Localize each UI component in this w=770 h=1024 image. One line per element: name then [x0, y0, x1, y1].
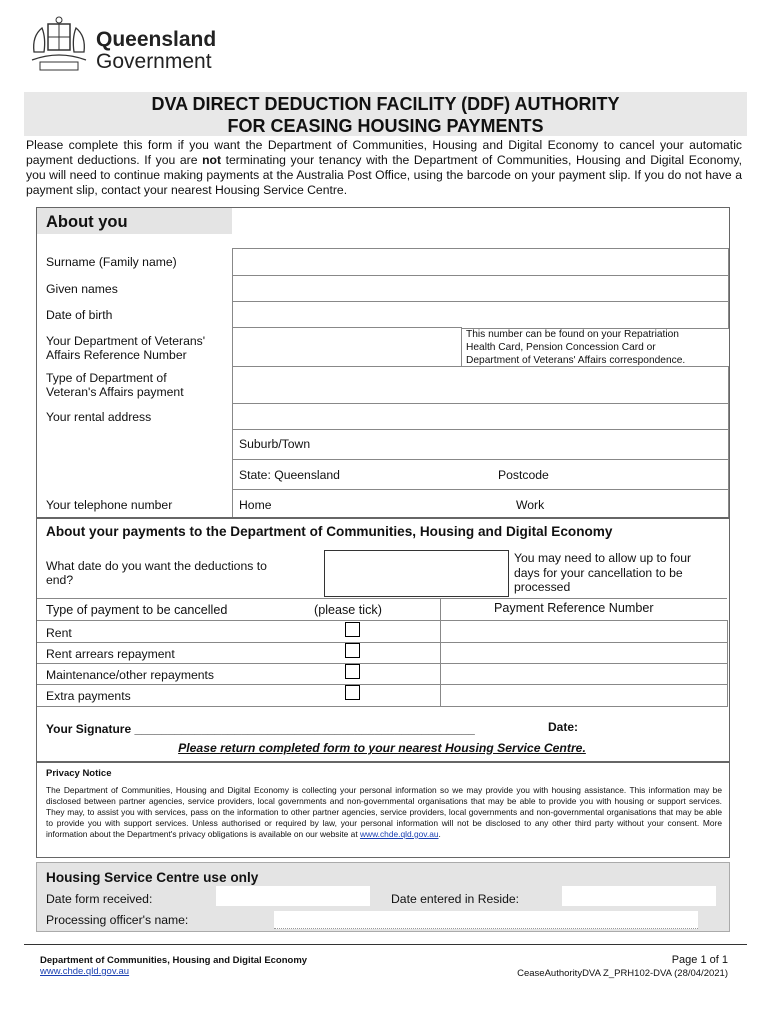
postcode-label: Postcode — [498, 468, 549, 482]
given-names-input[interactable] — [232, 275, 729, 303]
spacer — [37, 234, 728, 246]
maintenance-checkbox[interactable] — [345, 664, 360, 679]
dob-input[interactable] — [232, 301, 729, 329]
privacy-website-link[interactable]: www.chde.qld.gov.au — [359, 829, 439, 839]
footer-department: Department of Communities, Housing and Digital Economy — [40, 955, 308, 966]
telephone-label: Your telephone number — [46, 498, 173, 512]
arrears-checkbox[interactable] — [345, 643, 360, 658]
arrears-reference-input[interactable] — [441, 642, 728, 665]
footer-page-number: Page 1 of 1 — [671, 954, 728, 966]
dva-ref-input[interactable] — [232, 327, 462, 367]
telephone-input[interactable] — [232, 489, 729, 518]
surname-input[interactable] — [232, 248, 729, 276]
surname-label: Surname (Family name) — [46, 255, 177, 269]
row-rent-label: Rent — [46, 626, 72, 640]
brand-government: Government — [96, 50, 212, 73]
dva-ref-label-1: Your Department of Veterans' — [46, 334, 206, 348]
extra-reference-input[interactable] — [441, 684, 728, 707]
dva-ref-note: This number can be found on your Repatriation Health Card, Pension Concession Card or Department of Veterans' Affairs correspondence. — [466, 329, 686, 366]
row-line — [37, 706, 727, 707]
extra-checkbox[interactable] — [345, 685, 360, 700]
maintenance-reference-input[interactable] — [441, 663, 728, 686]
signature-date-label: Date: — [548, 720, 579, 734]
rent-reference-input[interactable] — [441, 620, 728, 643]
table-top-line — [37, 598, 727, 599]
form-title-line1: DVA DIRECT DEDUCTION FACILITY (DDF) AUTHORITY — [151, 94, 620, 114]
row-arrears-label: Rent arrears repayment — [46, 647, 175, 661]
col-type-header: Type of payment to be cancelled — [46, 603, 228, 617]
state-label: State: Queensland — [239, 468, 340, 482]
row-extra-label: Extra payments — [46, 689, 131, 703]
given-names-label: Given names — [46, 282, 118, 296]
date-entered-input[interactable] — [562, 886, 716, 906]
dob-label: Date of birth — [46, 308, 113, 322]
payment-type-label-2: Veteran's Affairs payment — [46, 385, 184, 399]
form-title-line2: FOR CEASING HOUSING PAYMENTS — [227, 116, 544, 136]
payments-heading: About your payments to the Department of Communities, Housing and Digital Economy — [46, 524, 613, 539]
officer-name-label: Processing officer's name: — [46, 913, 189, 927]
end-date-question-1: What date do you want the deductions to — [46, 559, 267, 573]
rent-checkbox[interactable] — [345, 622, 360, 637]
end-date-question-2: end? — [46, 573, 74, 587]
col-tick-header: (please tick) — [314, 603, 382, 617]
dva-ref-label-2: Affairs Reference Number — [46, 348, 187, 362]
date-entered-label: Date entered in Reside: — [391, 892, 520, 906]
payment-type-input[interactable] — [232, 366, 729, 404]
footer-website-link[interactable]: www.chde.qld.gov.au — [40, 966, 130, 977]
home-label: Home — [239, 498, 272, 512]
date-received-label: Date form received: — [46, 892, 153, 906]
suburb-label: Suburb/Town — [239, 437, 311, 451]
footer-divider — [24, 944, 747, 945]
rental-address-label: Your rental address — [46, 410, 152, 424]
return-instructions: Please return completed form to your nearest Housing Service Centre. — [178, 741, 586, 755]
officer-name-input[interactable] — [274, 911, 698, 929]
end-date-input[interactable] — [324, 550, 509, 597]
office-use-heading: Housing Service Centre use only — [46, 870, 259, 885]
date-received-input[interactable] — [216, 886, 370, 906]
intro-paragraph: Please complete this form if you want the Department of Communities, Housing and Digital Economy to cancel your automatic payment deductions. If you are not terminating your tenancy with the Department of Communities, Housing and Digital Economy, you will need to continue making payments at the Australia Post Office, using the barcode on your payment slip. If you do not have a payment slip, contact your nearest Housing Service Centre. — [26, 138, 742, 197]
col-ref-header: Payment Reference Number — [494, 601, 654, 615]
brand-queensland: Queensland — [96, 28, 217, 51]
privacy-heading: Privacy Notice — [46, 768, 112, 779]
payment-type-label-1: Type of Department of — [46, 371, 167, 385]
work-label: Work — [516, 498, 545, 512]
queensland-coat-of-arms-logo — [28, 16, 90, 74]
footer-form-code: CeaseAuthorityDVA Z_PRH102-DVA (28/04/2021) — [517, 968, 728, 979]
row-maintenance-label: Maintenance/other repayments — [46, 668, 215, 682]
about-you-heading: About you — [46, 213, 128, 231]
privacy-text: The Department of Communities, Housing and Digital Economy is collecting your personal information so we may provide you with housing assistance. This information may be disclosed between partner agencies, service providers, local governments and non-governmental organisations that may be able to provide you with housing or support services. They may, to assist you with services, pass on the information to other partner agencies, service providers, local governments and non-governmental organisations that may be able to provide you with support services. Unless authorised or required by law, your personal information will not be disclosed to any other third party without your consent. More information about the Department's privacy obligations is available on our website at www.chde.qld.gov.au. — [46, 785, 722, 839]
signature-line[interactable]: Your Signature ___________________________________________________ — [46, 722, 475, 736]
cancellation-note: You may need to allow up to four days for your cancellation to be processed — [514, 551, 692, 594]
rental-address-input[interactable] — [232, 403, 729, 431]
